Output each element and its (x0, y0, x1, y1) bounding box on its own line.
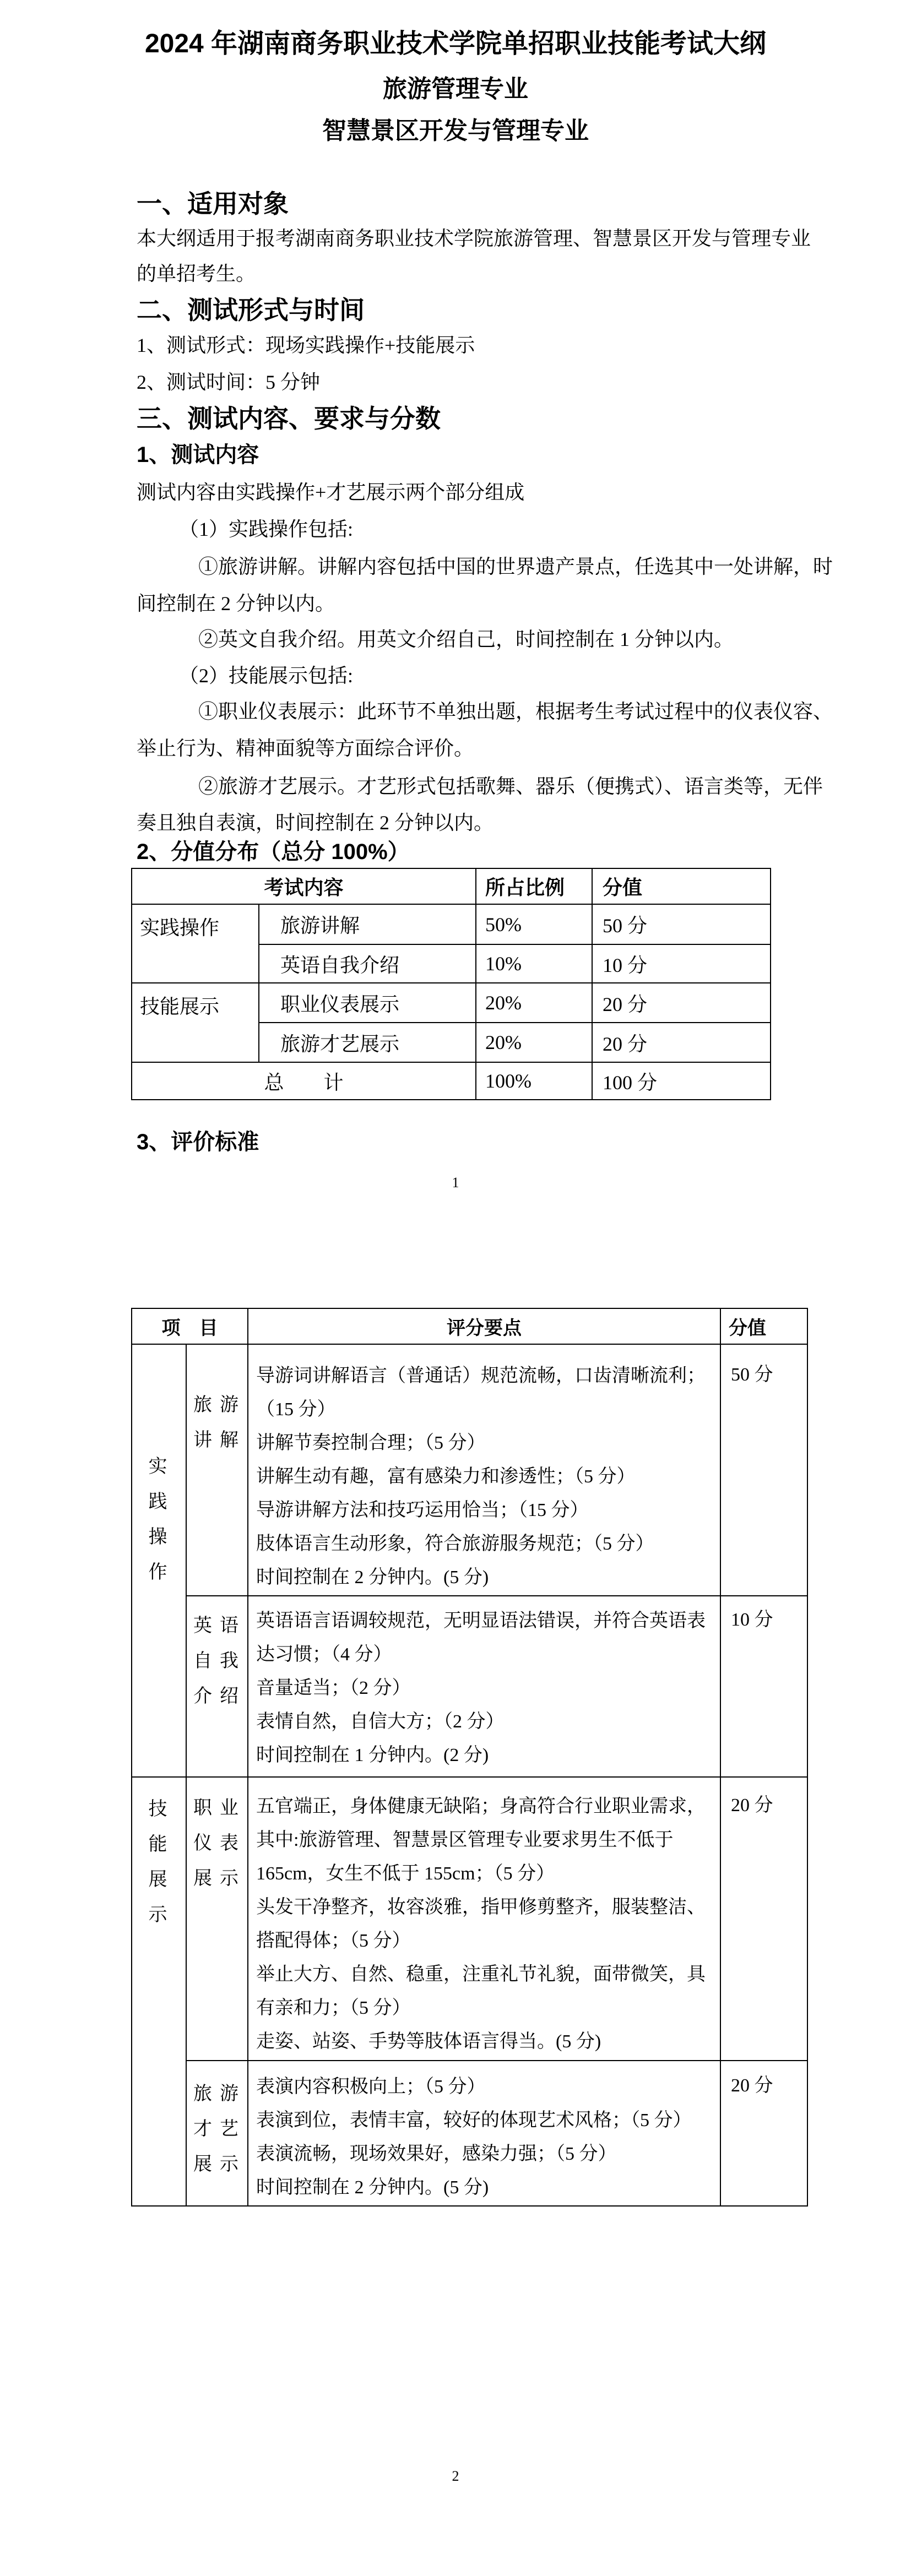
group-cell-skill: 技能展示 (132, 983, 259, 1062)
criteria-line: 时间控制在 2 分钟内。(5 分) (256, 1567, 489, 1588)
paragraph-line: 1、测试形式：现场实践操作+技能展示 (137, 334, 475, 356)
item-cell: 旅游才艺展示 (259, 1023, 476, 1062)
score-cell: 10 分 (592, 944, 771, 983)
page-number-1: 1 (452, 1175, 459, 1191)
criteria-line: 搭配得体；（5 分） (256, 1931, 411, 1951)
paragraph-line: 本大纲适用于报考湖南商务职业技术学院旅游管理、智慧景区开发与管理专业 (137, 227, 811, 249)
ratio-cell: 10% (476, 944, 592, 983)
paragraph-line: ②旅游才艺展示。才艺形式包括歌舞、器乐（便携式）、语言类等，无伴 (198, 775, 823, 797)
criteria-line: 其中:旅游管理、智慧景区管理专业要求男生不低于 (256, 1830, 674, 1850)
criteria-line: 讲解节奏控制合理；（5 分） (256, 1433, 486, 1453)
item-cell: 职业仪表展示 (259, 983, 476, 1023)
criteria-header-points: 评分要点 (248, 1308, 720, 1344)
score-cell: 10 分 (720, 1596, 807, 1777)
paragraph-line: （1）实践操作包括: (179, 518, 354, 540)
total-label-cell: 总 计 (132, 1062, 476, 1100)
ratio-cell: 50% (476, 904, 592, 944)
criteria-line: 表演流畅，现场效果好，感染力强；（5 分） (256, 2144, 617, 2164)
score-distribution-table (131, 868, 771, 1100)
paragraph-line: 举止行为、精神面貌等方面综合评价。 (137, 737, 474, 759)
paragraph-line: 测试内容由实践操作+才艺展示两个部分组成 (137, 481, 525, 503)
item-label-line: 展示 (193, 2154, 246, 2175)
total-ratio-cell: 100% (476, 1062, 592, 1100)
paragraph-line: 2、测试时间：5 分钟 (137, 371, 321, 393)
group-cell-practice: 实践操作 (132, 904, 259, 983)
group-cell-practice (132, 1344, 186, 1777)
evaluation-criteria-table (131, 1308, 808, 2207)
item-label-cell (186, 1777, 248, 2061)
paragraph-line: 的单招考生。 (137, 263, 256, 285)
criteria-line: 英语语言语调较规范，无明显语法错误，并符合英语表 (256, 1611, 706, 1631)
criteria-line: 表演内容积极向上；（5 分） (256, 2077, 486, 2097)
score-cell: 20 分 (720, 2061, 807, 2206)
score-cell: 50 分 (592, 904, 771, 944)
item-label-line: 才艺 (193, 2119, 246, 2139)
paragraph-line: ①职业仪表展示：此环节不单独出题，根据考生考试过程中的仪表仪容、 (198, 700, 833, 722)
criteria-line: 走姿、站姿、手势等肢体语言得当。(5 分) (256, 2031, 601, 2052)
score-cell: 50 分 (720, 1344, 807, 1596)
criteria-line: 时间控制在 2 分钟内。(5 分) (256, 2177, 489, 2198)
criteria-points-cell (248, 1344, 720, 1596)
item-label-line: 介绍 (193, 1686, 246, 1707)
item-label-line: 自我 (193, 1651, 246, 1671)
criteria-points-cell (248, 1777, 720, 2061)
item-label-cell (186, 1596, 248, 1777)
score-cell: 20 分 (592, 983, 771, 1023)
item-label-line: 英语 (193, 1616, 246, 1636)
document-subtitle-1: 旅游管理专业 (383, 75, 528, 102)
criteria-line: 举止大方、自然、稳重，注重礼节礼貌，面带微笑，具 (256, 1964, 706, 1985)
criteria-line: 165cm，女生不低于 155cm；（5 分） (256, 1863, 555, 1884)
ratio-cell: 20% (476, 1023, 592, 1062)
paragraph-line: 间控制在 2 分钟以内。 (137, 593, 335, 615)
criteria-line: 头发干净整齐，妆容淡雅，指甲修剪整齐，服装整洁、 (256, 1897, 706, 1917)
criteria-line: 音量适当；（2 分） (256, 1678, 411, 1698)
page-number-2: 2 (452, 2468, 459, 2484)
criteria-points-cell (248, 1596, 720, 1777)
group-cell-skill (132, 1777, 186, 2206)
score-table-header-content: 考试内容 (132, 868, 476, 904)
document-title: 2024 年湖南商务职业技术学院单招职业技能考试大纲 (144, 29, 767, 58)
item-label-line: 仪表 (193, 1833, 246, 1854)
criteria-line: （15 分） (256, 1399, 336, 1420)
section-heading-1: 一、适用对象 (137, 189, 289, 218)
item-label-cell (186, 1344, 248, 1596)
item-label-line: 讲解 (193, 1430, 246, 1450)
criteria-header-score: 分值 (720, 1308, 807, 1344)
criteria-line: 五官端正，身体健康无缺陷；身高符合行业职业需求， (256, 1796, 706, 1817)
criteria-line: 导游讲解方法和技巧运用恰当；（15 分） (256, 1500, 589, 1520)
criteria-line: 时间控制在 1 分钟内。(2 分) (256, 1745, 489, 1765)
item-label-line: 职业 (193, 1798, 246, 1818)
item-label-line: 旅游 (193, 1395, 246, 1415)
item-cell: 旅游讲解 (259, 904, 476, 944)
vertical-group-label: 实践操作 (148, 1457, 167, 1583)
ratio-cell: 20% (476, 983, 592, 1023)
item-cell: 英语自我介绍 (259, 944, 476, 983)
criteria-points-cell (248, 2061, 720, 2206)
criteria-line: 讲解生动有趣，富有感染力和渗透性；（5 分） (256, 1466, 636, 1487)
criteria-line: 表情自然，自信大方；（2 分） (256, 1711, 505, 1732)
score-cell: 20 分 (592, 1023, 771, 1062)
total-score-cell: 100 分 (592, 1062, 771, 1100)
document-subtitle-2: 智慧景区开发与管理专业 (322, 117, 589, 144)
vertical-group-label: 技能展示 (148, 1799, 167, 1925)
section-heading-3: 三、测试内容、要求与分数 (137, 404, 441, 433)
paragraph-line: （2）技能展示包括: (179, 665, 354, 687)
item-label-line: 旅游 (193, 2084, 246, 2104)
criteria-header-item: 项 目 (132, 1308, 248, 1344)
section-heading-2: 二、测试形式与时间 (137, 296, 365, 324)
criteria-line: 达习惯；（4 分） (256, 1644, 392, 1665)
criteria-line: 导游词讲解语言（普通话）规范流畅，口齿清晰流利； (256, 1366, 706, 1386)
criteria-line: 表演到位，表情丰富，较好的体现艺术风格；（5 分） (256, 2110, 692, 2131)
paragraph-line: 奏且独自表演，时间控制在 2 分钟以内。 (137, 812, 494, 834)
criteria-line: 肢体语言生动形象，符合旅游服务规范；（5 分） (256, 1534, 654, 1554)
score-table-header-score: 分值 (592, 868, 771, 904)
sub-heading-test-content: 1、测试内容 (137, 443, 259, 467)
score-table-header-ratio: 所占比例 (476, 868, 592, 904)
paragraph-line: ②英文自我介绍。用英文介绍自己，时间控制在 1 分钟以内。 (198, 628, 734, 650)
item-label-cell (186, 2061, 248, 2206)
paragraph-line: ①旅游讲解。讲解内容包括中国的世界遗产景点，任选其中一处讲解，时 (198, 556, 833, 578)
score-cell: 20 分 (720, 1777, 807, 2061)
criteria-line: 有亲和力；（5 分） (256, 1998, 411, 2018)
sub-heading-score-distribution: 2、分值分布（总分 100%） (137, 840, 410, 864)
item-label-line: 展示 (193, 1868, 246, 1889)
sub-heading-evaluation-criteria: 3、评价标准 (137, 1130, 259, 1154)
